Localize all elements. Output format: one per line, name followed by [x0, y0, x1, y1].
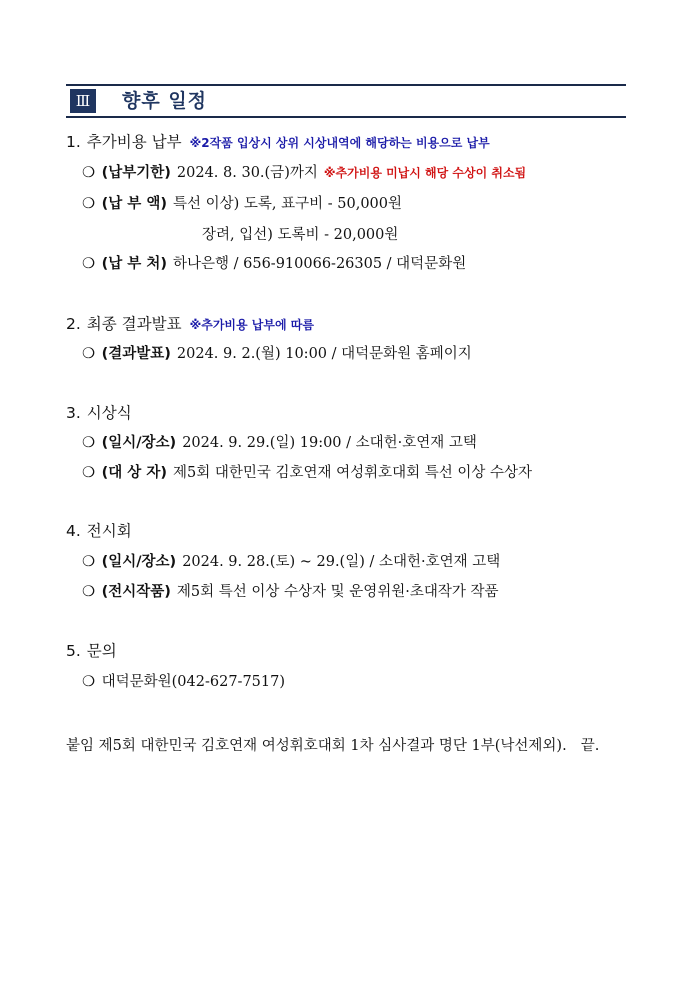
item-text: 제5회 대한민국 김호연재 여성휘호대회 특선 이상 수상자 — [172, 465, 533, 481]
list-item — [82, 581, 499, 603]
attachment-note — [66, 735, 599, 757]
section-number: 1. — [66, 133, 81, 151]
circle-bullet-icon: ❍ — [82, 196, 95, 212]
item-text: 2024. 9. 2.(월) 10:00 / 대덕문화원 홈페이지 — [176, 346, 472, 362]
item-text: 2024. 8. 30.(금)까지 — [176, 165, 318, 181]
section-title: 향후 일정 — [122, 90, 208, 112]
section-note: ※2작품 입상시 상위 시상내역에 해당하는 비용으로 납부 — [189, 136, 490, 150]
item-continuation-text: 장려, 입선) 도록비 - 20,000원 — [202, 227, 399, 243]
roman-numeral-badge: Ⅲ — [70, 89, 96, 113]
section-5-heading — [66, 640, 117, 662]
section-number: 5. — [66, 642, 81, 660]
item-text: 특선 이상) 도록, 표구비 - 50,000원 — [172, 196, 403, 212]
end-mark: 끝. — [580, 738, 600, 754]
section-note: ※추가비용 납부에 따름 — [189, 318, 314, 332]
circle-bullet-icon: ❍ — [82, 554, 95, 570]
item-label: (전시작품) — [101, 584, 171, 600]
section-number: 2. — [66, 315, 81, 333]
list-item — [82, 671, 285, 693]
item-text: 하나은행 / 656-910066-26305 / 대덕문화원 — [172, 256, 467, 272]
list-item — [82, 162, 526, 184]
list-item — [82, 432, 477, 454]
item-text: 2024. 9. 29.(일) 19:00 / 소대헌·호연재 고택 — [182, 435, 477, 451]
section-heading-text: 전시회 — [86, 522, 132, 540]
section-number: 3. — [66, 404, 81, 422]
section-3-heading — [66, 402, 132, 424]
section-header — [66, 84, 626, 118]
list-item — [82, 193, 402, 215]
item-label: (일시/장소) — [101, 435, 177, 451]
list-item — [82, 343, 472, 365]
circle-bullet-icon: ❍ — [82, 165, 95, 181]
section-1-heading — [66, 131, 490, 154]
item-label: (납부기한) — [101, 165, 171, 181]
circle-bullet-icon: ❍ — [82, 584, 95, 600]
circle-bullet-icon: ❍ — [82, 674, 95, 690]
circle-bullet-icon: ❍ — [82, 346, 95, 362]
list-item — [82, 253, 466, 275]
item-text: 대덕문화원(042-627-7517) — [101, 674, 286, 690]
attachment-text: 붙임 제5회 대한민국 김호연재 여성휘호대회 1차 심사결과 명단 1부(낙선제외). — [66, 738, 567, 754]
item-label: (일시/장소) — [101, 554, 177, 570]
item-text: 제5회 특선 이상 수상자 및 운영위원·초대작가 작품 — [176, 584, 499, 600]
item-label: (납 부 액) — [101, 196, 167, 212]
section-heading-text: 최종 결과발표 — [86, 315, 182, 333]
section-2-heading — [66, 313, 314, 336]
item-label: (납 부 처) — [101, 256, 167, 272]
section-heading-text: 추가비용 납부 — [86, 133, 182, 151]
section-4-heading — [66, 520, 132, 542]
warning-note: ※추가비용 미납시 해당 수상이 취소됨 — [323, 166, 527, 180]
circle-bullet-icon: ❍ — [82, 256, 95, 272]
section-heading-text: 문의 — [86, 642, 117, 660]
circle-bullet-icon: ❍ — [82, 435, 95, 451]
section-number: 4. — [66, 522, 81, 540]
list-item — [82, 462, 532, 484]
circle-bullet-icon: ❍ — [82, 465, 95, 481]
item-text: 2024. 9. 28.(토) ~ 29.(일) / 소대헌·호연재 고택 — [182, 554, 501, 570]
item-label: (결과발표) — [101, 346, 171, 362]
list-item — [82, 551, 500, 573]
item-label: (대 상 자) — [101, 465, 167, 481]
section-heading-text: 시상식 — [86, 404, 132, 422]
header-bottom-rule — [66, 116, 626, 118]
